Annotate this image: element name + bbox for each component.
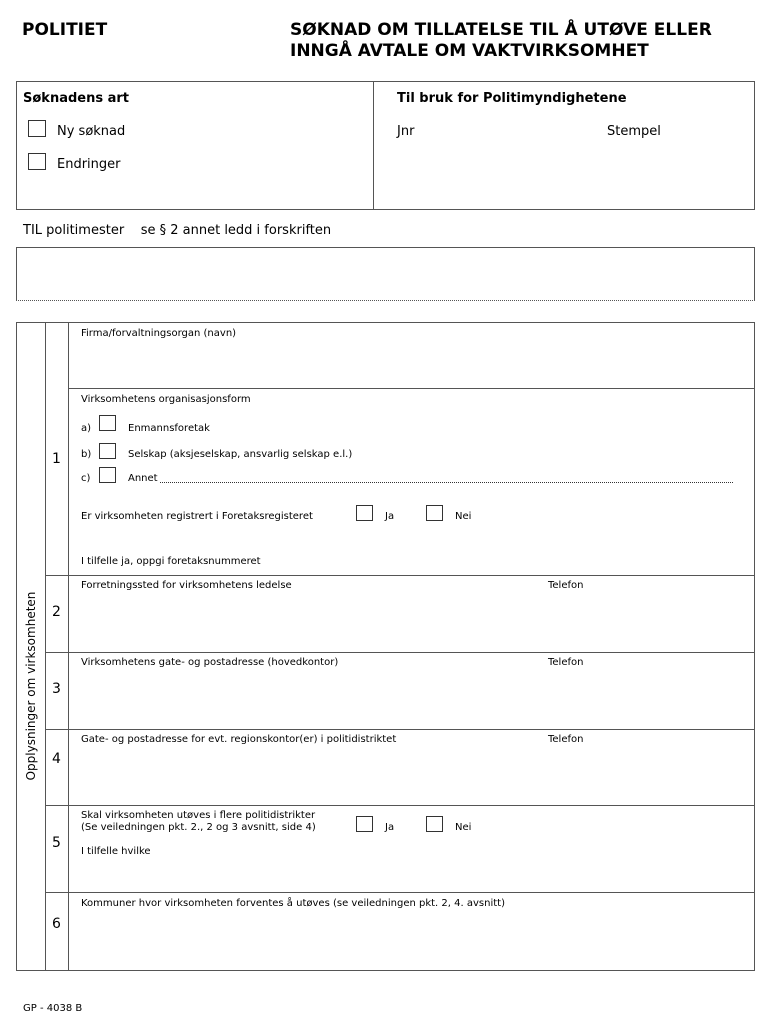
regional-office-address-label: Gate- og postadresse for evt. regionskontor(er) i politidistriktet	[81, 734, 397, 745]
recipient-field[interactable]	[16, 247, 755, 301]
org-form-label: Virksomhetens organisasjonsform	[81, 394, 251, 405]
multiple-districts-no-label: Nei	[455, 822, 472, 833]
section-number-5: 5	[52, 835, 61, 851]
recipient-label	[23, 223, 331, 238]
recipient-prefix: TIL politimester	[23, 223, 125, 238]
form-title-line1: SØKNAD OM TILLATELSE TIL Å UTØVE ELLER	[290, 20, 712, 40]
row-divider	[45, 652, 755, 653]
section-number-3: 3	[52, 681, 61, 697]
changes-checkbox[interactable]	[28, 153, 46, 170]
form-code: GP - 4038 B	[23, 1003, 83, 1014]
multiple-districts-yes-checkbox[interactable]	[356, 816, 373, 832]
head-office-address-field[interactable]	[70, 671, 752, 727]
management-location-label: Forretningssted for virksomhetens ledelse	[81, 580, 292, 591]
row-divider	[45, 729, 755, 730]
registered-no-checkbox[interactable]	[426, 505, 443, 521]
option-c-label: Annet	[128, 473, 158, 484]
option-c-letter: c)	[81, 473, 91, 484]
jnr-label: Jnr	[397, 124, 415, 139]
registered-yes-checkbox[interactable]	[356, 505, 373, 521]
agency-name: POLITIET	[22, 20, 108, 40]
registered-no-label: Nei	[455, 511, 472, 522]
new-application-checkbox[interactable]	[28, 120, 46, 137]
multiple-districts-no-checkbox[interactable]	[426, 816, 443, 832]
option-a-checkbox[interactable]	[99, 415, 116, 431]
section-number-2: 2	[52, 604, 61, 620]
side-column-divider	[45, 322, 46, 971]
registered-yes-label: Ja	[385, 511, 395, 522]
row-divider	[45, 892, 755, 893]
application-type-heading: Søknadens art	[23, 91, 130, 106]
org-number-label: I tilfelle ja, oppgi foretaksnummeret	[81, 556, 261, 567]
number-column-divider	[68, 322, 69, 971]
head-office-address-label: Virksomhetens gate- og postadresse (hovedkontor)	[81, 657, 339, 668]
multiple-districts-question-line2: (Se veiledningen pkt. 2., 2 og 3 avsnitt, side 4)	[81, 822, 316, 833]
management-phone-label: Telefon	[548, 580, 584, 591]
section-number-6: 6	[52, 916, 61, 932]
option-a-letter: a)	[81, 423, 92, 434]
row-divider	[68, 388, 755, 389]
head-office-phone-label: Telefon	[548, 657, 584, 668]
side-label: Opplysninger om virksomheten	[24, 591, 38, 781]
stamp-label: Stempel	[607, 124, 661, 139]
multiple-districts-question-line1: Skal virksomheten utøves i flere politidistrikter	[81, 810, 316, 821]
company-name-field[interactable]	[70, 342, 752, 386]
box-divider	[373, 81, 374, 210]
management-location-field[interactable]	[70, 594, 752, 650]
option-b-checkbox[interactable]	[99, 443, 116, 459]
police-use-heading: Til bruk for Politimyndighetene	[397, 91, 627, 106]
which-districts-label: I tilfelle hvilke	[81, 846, 151, 857]
section-number-1: 1	[52, 451, 61, 467]
multiple-districts-yes-label: Ja	[385, 822, 395, 833]
municipalities-field[interactable]	[70, 912, 752, 969]
option-b-letter: b)	[81, 449, 92, 460]
regional-office-address-field[interactable]	[70, 748, 752, 803]
row-divider	[45, 805, 755, 806]
registered-question: Er virksomheten registrert i Foretaksregisteret	[81, 511, 313, 522]
option-c-text-field[interactable]	[160, 482, 733, 483]
company-name-label: Firma/forvaltningsorgan (navn)	[81, 328, 237, 339]
recipient-note: se § 2 annet ledd i forskriften	[140, 223, 332, 238]
option-b-label: Selskap (aksjeselskap, ansvarlig selskap e.l.)	[128, 449, 353, 460]
municipalities-label: Kommuner hvor virksomheten forventes å utøves (se veiledningen pkt. 2, 4. avsnitt)	[81, 898, 505, 909]
option-c-checkbox[interactable]	[99, 467, 116, 483]
which-districts-field[interactable]	[70, 860, 752, 890]
new-application-label: Ny søknad	[57, 124, 126, 139]
section-number-4: 4	[52, 751, 61, 767]
changes-label: Endringer	[57, 157, 121, 172]
form-title-line2: INNGÅ AVTALE OM VAKTVIRKSOMHET	[290, 41, 649, 61]
row-divider	[45, 575, 755, 576]
regional-office-phone-label: Telefon	[548, 734, 584, 745]
option-a-label: Enmannsforetak	[128, 423, 210, 434]
